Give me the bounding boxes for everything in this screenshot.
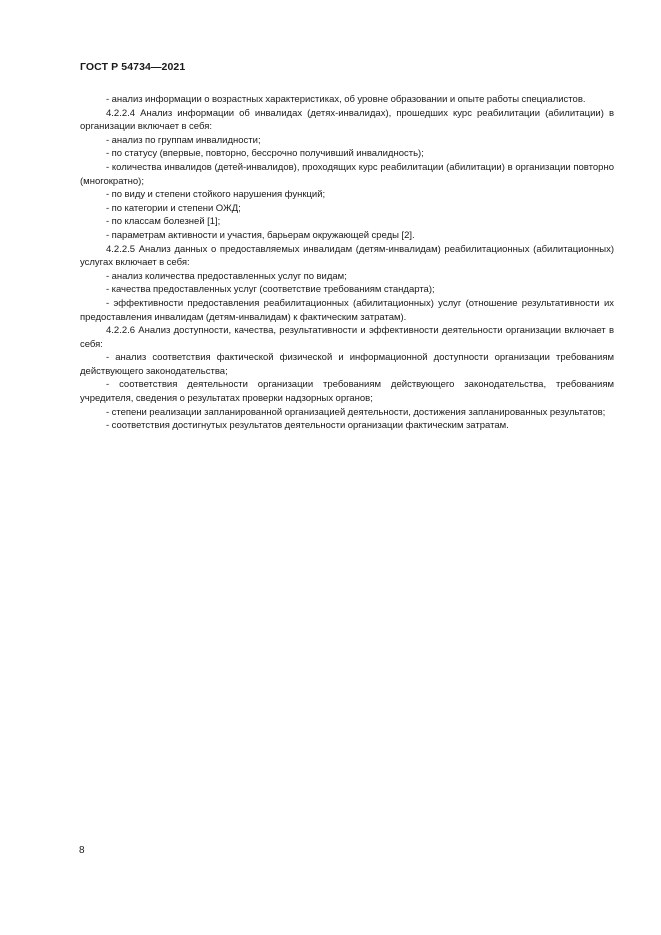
- paragraph: - количества инвалидов (детей-инвалидов), проходящих курс реабилитации (абилитации) в организации повторно (многократно);: [80, 161, 614, 187]
- paragraph: - параметрам активности и участия, барьерам окружающей среды [2].: [106, 229, 415, 241]
- paragraph: - анализ информации о возрастных характеристиках, об уровне образовании и опыте работы специалистов.: [106, 94, 586, 105]
- paragraph: - эффективности предоставления реабилитационных (абилитационных) услуг (отношение результативности их предоставления инвалидам (детям-инвалидам) к фактическим затратам).: [80, 297, 614, 323]
- paragraph: - соответствия достигнутых результатов деятельности организации фактическим затратам.: [106, 420, 509, 432]
- paragraph: - степени реализации запланированной организацией деятельности, достижения запланированных результатов;: [106, 406, 606, 418]
- paragraph: 4.2.2.4 Анализ информации об инвалидах (детях-инвалидах), прошедших курс реабилитации (абилитации) в организации включает в себя:: [80, 107, 614, 133]
- paragraph: 4.2.2.6 Анализ доступности, качества, результативности и эффективности деятельности организации включает в себя:: [80, 325, 614, 350]
- document-body: [80, 93, 614, 433]
- paragraph: 4.2.2.5 Анализ данных о предоставляемых инвалидам (детям-инвалидам) реабилитационных (абилитационных) услугах включает в себя:: [80, 243, 614, 269]
- paragraph: - по классам болезней [1];: [106, 216, 221, 228]
- paragraph: - по статусу (впервые, повторно, бессрочно получивший инвалидность);: [106, 148, 424, 160]
- paragraph: - соответствия деятельности организации требованиям действующего законодательства, требованиям учредителя, сведения о результатах проверки надзорных органов;: [80, 379, 614, 405]
- paragraph: - анализ по группам инвалидности;: [106, 134, 261, 146]
- paragraph: - качества предоставленных услуг (соответствие требованиям стандарта);: [106, 284, 435, 296]
- page-number: 8: [79, 845, 85, 856]
- paragraph: - по категории и степени ОЖД;: [106, 202, 241, 214]
- paragraph: - по виду и степени стойкого нарушения функций;: [106, 189, 326, 201]
- document-header: ГОСТ Р 54734—2021: [80, 61, 186, 73]
- paragraph: - анализ соответствия фактической физической и информационной доступности организации требованиям действующего законодательства;: [80, 352, 614, 377]
- paragraph: - анализ количества предоставленных услуг по видам;: [106, 270, 347, 282]
